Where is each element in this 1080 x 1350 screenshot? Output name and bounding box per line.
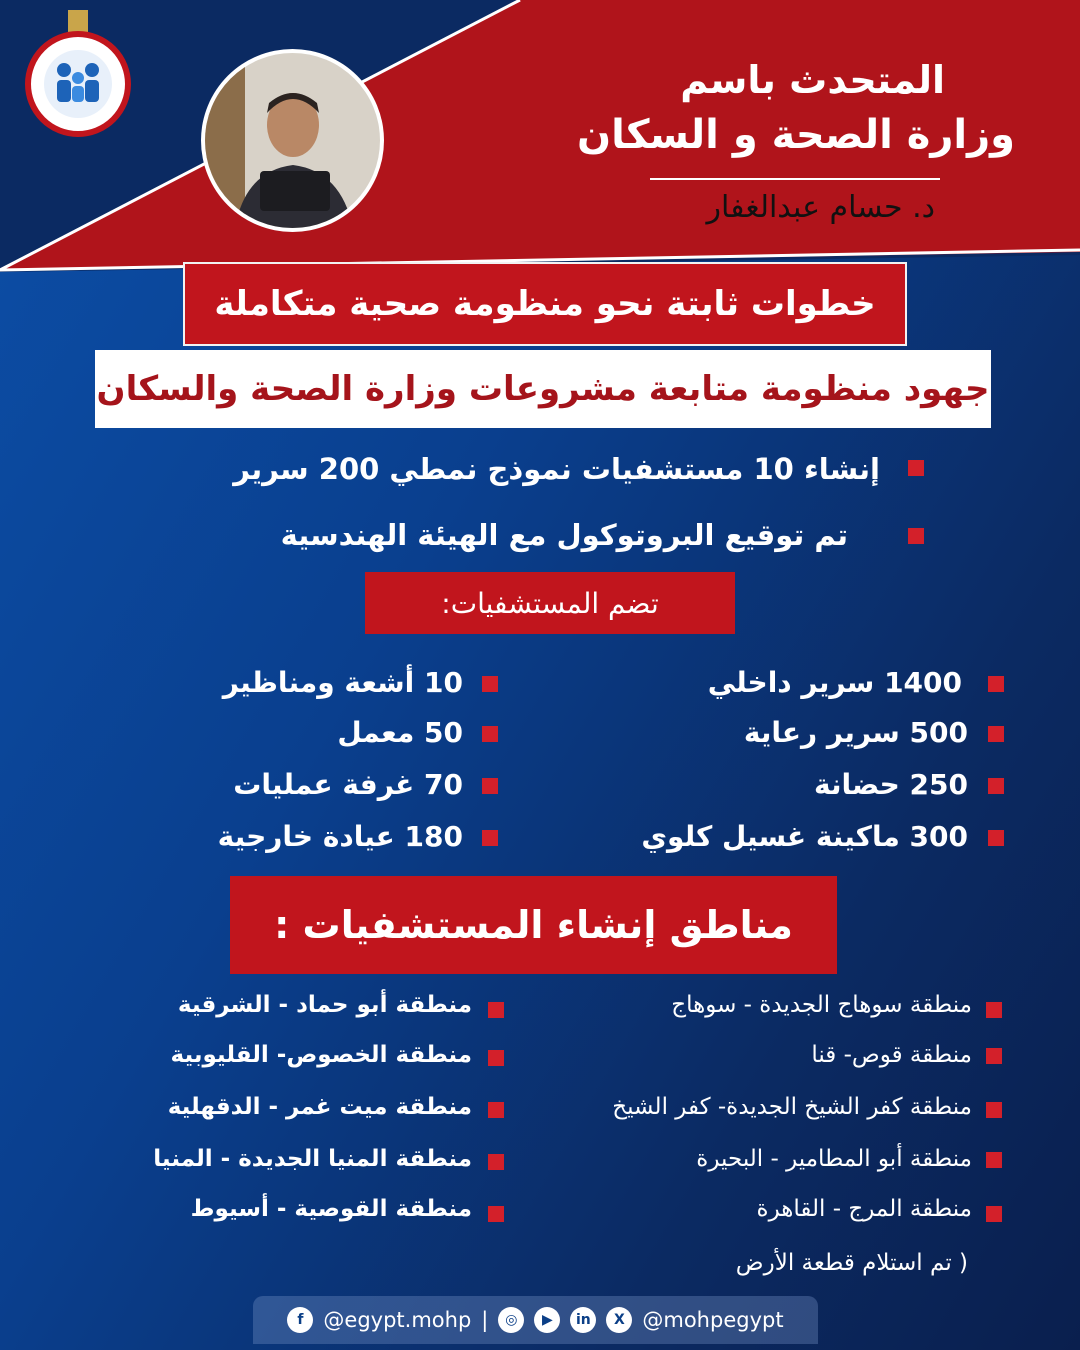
youtube-icon[interactable]: ▶ bbox=[534, 1307, 560, 1333]
bullet-icon bbox=[908, 460, 924, 476]
bullet-icon bbox=[482, 830, 498, 846]
facility-item: 500 سرير رعاية bbox=[743, 716, 968, 749]
social-footer bbox=[253, 1296, 818, 1344]
header-divider bbox=[650, 178, 940, 180]
region-item: منطقة القوصية - أسيوط bbox=[190, 1196, 472, 1222]
bullet-icon bbox=[482, 778, 498, 794]
bullet-icon bbox=[488, 1050, 504, 1066]
region-item: منطقة أبو المطامير - البحيرة bbox=[696, 1146, 972, 1172]
bullet-icon bbox=[488, 1154, 504, 1170]
region-item: منطقة الخصوص- القليوبية bbox=[170, 1042, 472, 1068]
bullet-icon bbox=[482, 726, 498, 742]
bullet-icon bbox=[988, 726, 1004, 742]
bullet-icon bbox=[488, 1102, 504, 1118]
facebook-icon[interactable]: f bbox=[287, 1307, 313, 1333]
region-item: منطقة سوهاج الجديدة - سوهاج bbox=[671, 992, 972, 1018]
header-title-line2: وزارة الصحة و السكان bbox=[577, 112, 1015, 158]
footer-divider: | bbox=[481, 1308, 489, 1332]
region-item: منطقة ميت غمر - الدقهلية bbox=[167, 1094, 472, 1120]
facility-item: 50 معمل bbox=[337, 716, 463, 749]
x-icon[interactable]: X bbox=[606, 1307, 632, 1333]
intro-item: إنشاء 10 مستشفيات نموذج نمطي 200 سرير bbox=[233, 452, 880, 486]
ministry-logo bbox=[22, 8, 134, 138]
bullet-icon bbox=[986, 1102, 1002, 1118]
region-item: منطقة المنيا الجديدة - المنيا bbox=[153, 1146, 472, 1172]
includes-banner: تضم المستشفيات: bbox=[365, 572, 735, 634]
linkedin-icon[interactable]: in bbox=[570, 1307, 596, 1333]
facility-item: 250 حضانة bbox=[814, 768, 968, 801]
land-note: ( تم استلام قطعة الأرض bbox=[735, 1250, 968, 1276]
bullet-icon bbox=[488, 1002, 504, 1018]
intro-item: تم توقيع البروتوكول مع الهيئة الهندسية bbox=[280, 518, 848, 552]
facebook-handle[interactable]: @egypt.mohp bbox=[323, 1308, 472, 1332]
facility-item: 70 غرفة عمليات bbox=[233, 768, 463, 801]
bullet-icon bbox=[988, 830, 1004, 846]
region-item: منطقة المرج - القاهرة bbox=[756, 1196, 972, 1222]
bullet-icon bbox=[482, 676, 498, 692]
social-handle[interactable]: @mohpegypt bbox=[642, 1308, 784, 1332]
bullet-icon bbox=[986, 1206, 1002, 1222]
header-title-line1: المتحدث باسم bbox=[680, 58, 945, 102]
bullet-icon bbox=[986, 1002, 1002, 1018]
sub-headline-banner: جهود منظومة متابعة مشروعات وزارة الصحة والسكان bbox=[95, 350, 991, 428]
region-item: منطقة قوص- قنا bbox=[811, 1042, 972, 1068]
bullet-icon bbox=[908, 528, 924, 544]
bullet-icon bbox=[988, 676, 1004, 692]
bullet-icon bbox=[986, 1048, 1002, 1064]
instagram-icon[interactable]: ◎ bbox=[498, 1307, 524, 1333]
facility-item: 180 عيادة خارجية bbox=[217, 820, 463, 853]
bullet-icon bbox=[986, 1152, 1002, 1168]
bullet-icon bbox=[488, 1206, 504, 1222]
bullet-icon bbox=[988, 778, 1004, 794]
main-headline-banner: خطوات ثابتة نحو منظومة صحية متكاملة bbox=[183, 262, 907, 346]
spokesperson-photo bbox=[205, 53, 380, 228]
regions-banner: مناطق إنشاء المستشفيات : bbox=[230, 876, 837, 974]
facility-item: 300 ماكينة غسيل كلوي bbox=[641, 820, 968, 853]
facility-item: 10 أشعة ومناظير bbox=[222, 666, 463, 699]
spokesperson-name: د. حسام عبدالغفار bbox=[706, 190, 935, 225]
region-item: منطقة كفر الشيخ الجديدة- كفر الشيخ bbox=[612, 1094, 972, 1120]
region-item: منطقة أبو حماد - الشرقية bbox=[177, 992, 472, 1018]
facility-item: 1400 سرير داخلي bbox=[707, 666, 962, 699]
